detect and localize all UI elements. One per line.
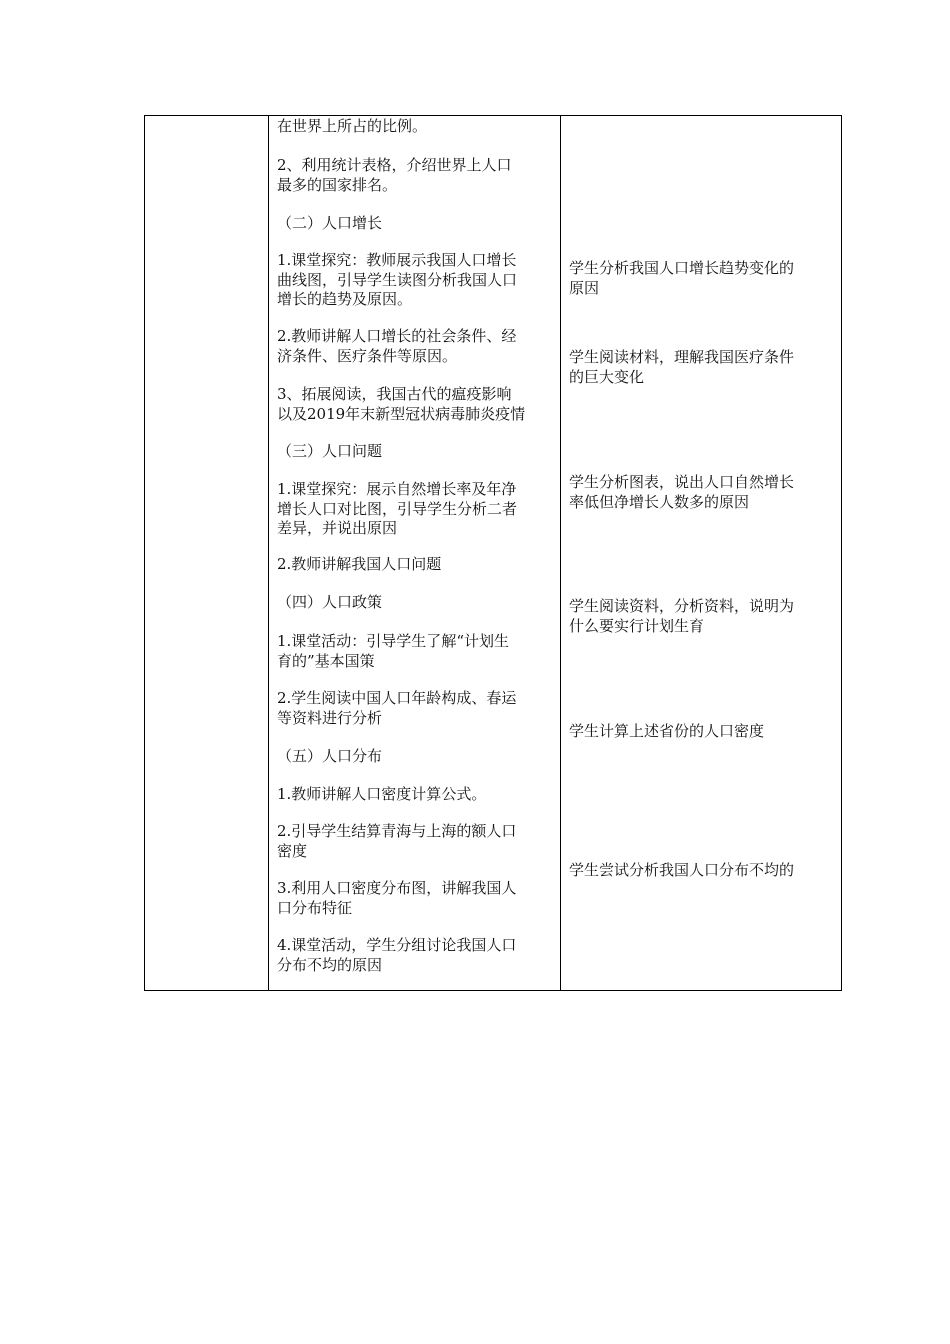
- text-line: 曲线图，引导学生读图分析我国人口: [277, 270, 518, 289]
- text-line: 在世界上所占的比例。: [277, 117, 428, 135]
- teacher-activity-paragraph: [277, 936, 553, 975]
- student-activity-paragraph: [569, 722, 837, 742]
- text-line: 学生阅读资料，分析资料，说明为: [569, 597, 795, 615]
- section-heading: [277, 747, 553, 767]
- lesson-plan-table: [144, 115, 842, 991]
- text-line: 3、拓展阅读，我国古代的瘟疫影响: [277, 385, 512, 403]
- text-line: 3.利用人口密度分布图，讲解我国人: [277, 879, 517, 897]
- student-activity-paragraph: [569, 259, 837, 298]
- section-heading: [277, 214, 553, 234]
- text-line: 原因: [569, 278, 600, 297]
- teacher-activity-paragraph: [277, 632, 553, 671]
- text-line: 学生分析我国人口增长趋势变化的: [569, 259, 795, 277]
- teacher-activity-paragraph: [277, 689, 553, 728]
- text-line: 2.教师讲解人口增长的社会条件、经: [277, 327, 517, 345]
- text-line: 4.课堂活动，学生分组讨论我国人口: [277, 936, 517, 954]
- text-line: 1.课堂活动：引导学生了解“计划生: [277, 632, 509, 650]
- text-line: 最多的国家排名。: [277, 175, 398, 194]
- text-line: （二）人口增长: [277, 214, 383, 232]
- text-line: 1.课堂探究：教师展示我国人口增长: [277, 251, 517, 269]
- teacher-activity-paragraph: [277, 156, 553, 195]
- text-line: （五）人口分布: [277, 747, 383, 765]
- student-activity-paragraph: [569, 861, 837, 881]
- section-heading: [277, 442, 553, 462]
- text-line: 等资料进行分析: [277, 708, 383, 727]
- text-line: 增长人口对比图，引导学生分析二者: [277, 499, 518, 518]
- teacher-activity-paragraph: [277, 117, 553, 137]
- text-line: 增长的趋势及原因。: [277, 290, 413, 308]
- teacher-activity-paragraph: [277, 251, 553, 310]
- teacher-activity-paragraph: [277, 822, 553, 861]
- column-divider: [560, 116, 561, 990]
- text-line: 育的”基本国策: [277, 651, 375, 670]
- text-line: 学生阅读材料，理解我国医疗条件: [569, 348, 795, 366]
- text-line: （三）人口问题: [277, 442, 383, 460]
- teacher-activity-paragraph: [277, 785, 553, 805]
- text-line: 差异，并说出原因: [277, 519, 398, 537]
- text-line: 2、利用统计表格，介绍世界上人口: [277, 156, 512, 174]
- text-line: 分布不均的原因: [277, 955, 383, 974]
- text-line: 什么要实行计划生育: [569, 616, 705, 635]
- teacher-activity-paragraph: [277, 480, 553, 539]
- text-line: （四）人口政策: [277, 593, 383, 611]
- teacher-activity-paragraph: [277, 555, 553, 575]
- text-line: 密度: [277, 841, 308, 860]
- teacher-activity-paragraph: [277, 385, 553, 424]
- text-line: 济条件、医疗条件等原因。: [277, 346, 458, 365]
- teacher-activity-paragraph: [277, 327, 553, 366]
- student-activity-paragraph: [569, 473, 837, 512]
- text-line: 2.教师讲解我国人口问题: [277, 555, 442, 573]
- text-line: 2.引导学生结算青海与上海的额人口: [277, 822, 517, 840]
- student-activity-paragraph: [569, 597, 837, 636]
- text-line: 1.教师讲解人口密度计算公式。: [277, 785, 487, 803]
- text-line: 1.课堂探究：展示自然增长率及年净: [277, 480, 517, 498]
- text-line: 学生分析图表，说出人口自然增长: [569, 473, 795, 491]
- text-line: 以及2019年末新型冠状病毒肺炎疫情: [277, 404, 526, 423]
- text-line: 率低但净增长人数多的原因: [569, 492, 750, 511]
- text-line: 口分布特征: [277, 898, 353, 917]
- text-line: 学生尝试分析我国人口分布不均的: [569, 861, 795, 879]
- text-line: 的巨大变化: [569, 367, 645, 386]
- student-activity-paragraph: [569, 348, 837, 387]
- text-line: 2.学生阅读中国人口年龄构成、春运: [277, 689, 517, 707]
- teacher-activity-paragraph: [277, 879, 553, 918]
- text-line: 学生计算上述省份的人口密度: [569, 722, 765, 740]
- section-heading: [277, 593, 553, 613]
- column-divider: [268, 116, 269, 990]
